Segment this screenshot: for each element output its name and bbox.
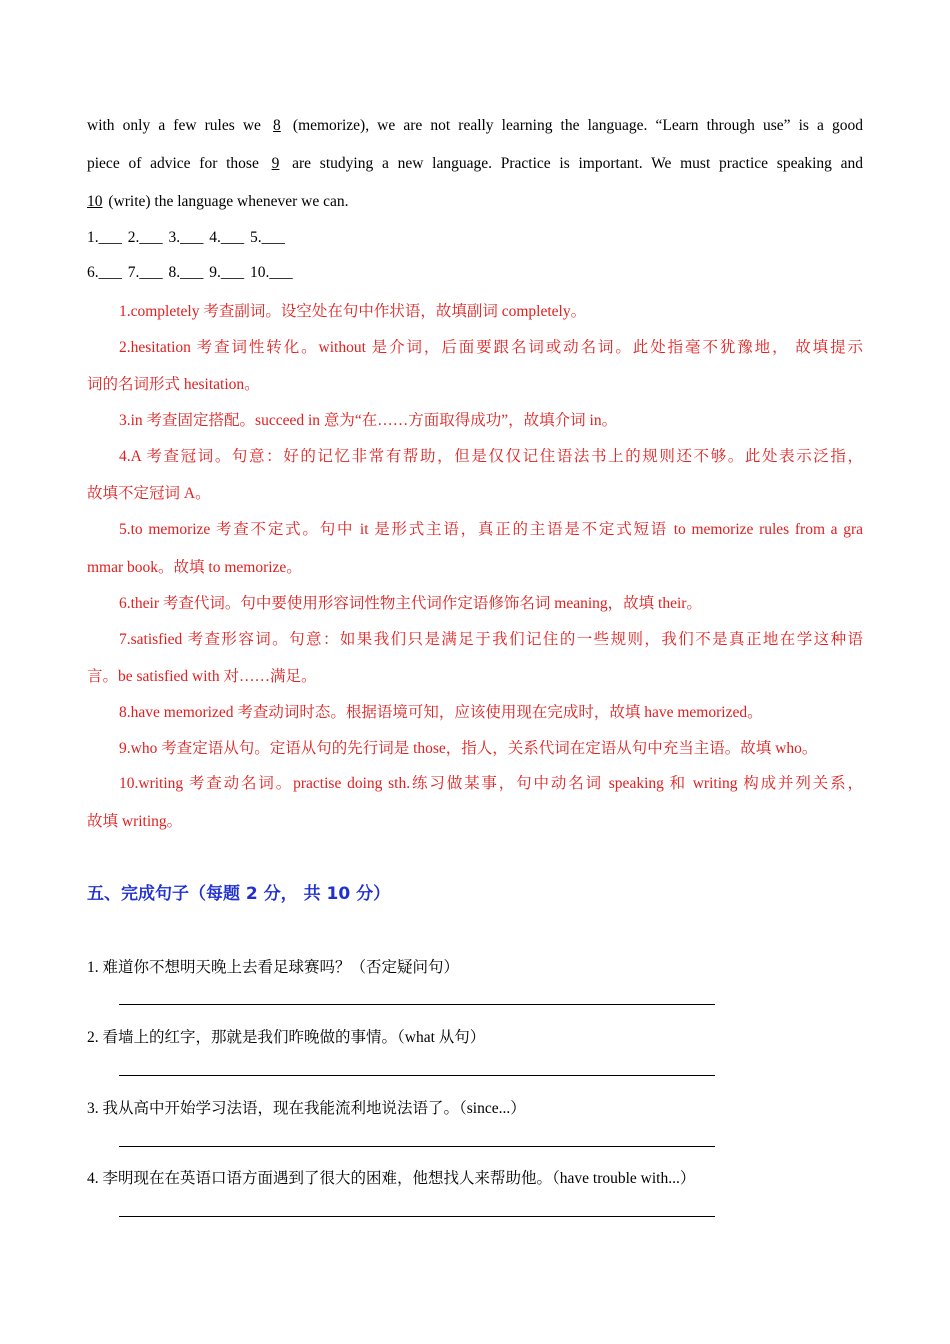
passage-line-2 bbox=[87, 155, 863, 173]
section-heading: 五、完成句子（每题 2 分， 共 10 分） bbox=[87, 884, 391, 904]
explanation-2: 2.hesitation 考查词性转化。without 是介词，后面要跟名词或动名词。此处指毫不犹豫地， 故填提示 bbox=[119, 339, 863, 356]
explanation-4-cont: 故填不定冠词 A。 bbox=[87, 485, 211, 502]
explanation-4: 4.A 考查冠词。句意：好的记忆非常有帮助，但是仅仅记住语法书上的规则还不够。此处表示泛指， bbox=[119, 448, 863, 465]
explanation-10-cont: 故填 writing。 bbox=[87, 813, 183, 830]
question-1: 1. 难道你不想明天晚上去看足球赛吗？（否定疑问句） bbox=[87, 959, 460, 976]
answer-blanks-row-1: 1.___ 2.___ 3.___ 4.___ 5.___ bbox=[87, 229, 285, 246]
passage-text: with only a few rules we bbox=[87, 117, 261, 134]
passage-text: (write) the language whenever we can. bbox=[108, 193, 349, 210]
question-2: 2. 看墙上的红字，那就是我们昨晚做的事情。（what 从句） bbox=[87, 1029, 486, 1046]
answer-line-3[interactable] bbox=[119, 1146, 715, 1147]
answer-line-4[interactable] bbox=[119, 1216, 715, 1217]
explanation-9: 9.who 考查定语从句。定语从句的先行词是 those，指人，关系代词在定语从句中充当主语。故填 who。 bbox=[119, 740, 818, 757]
explanation-5-cont: mmar book。故填 to memorize。 bbox=[87, 559, 302, 576]
explanation-6: 6.their 考查代词。句中要使用形容词性物主代词作定语修饰名词 meaning，故填 their。 bbox=[119, 595, 702, 612]
explanation-7: 7.satisfied 考查形容词。句意：如果我们只是满足于我们记住的一些规则，我们不是真正地在学这种语 bbox=[119, 631, 863, 648]
passage-text: (memorize), we are not really learning the language. “Learn through use” is a good bbox=[292, 117, 864, 134]
blank-9: 9 bbox=[271, 155, 280, 172]
answer-blanks-row-2: 6.___ 7.___ 8.___ 9.___ 10.___ bbox=[87, 264, 293, 281]
explanation-7-cont: 言。be satisfied with 对……满足。 bbox=[87, 668, 317, 685]
explanation-2-cont: 词的名词形式 hesitation。 bbox=[87, 376, 260, 393]
explanation-3: 3.in 考查固定搭配。succeed in 意为“在……方面取得成功”，故填介词 in。 bbox=[119, 412, 618, 429]
blank-8: 8 bbox=[273, 117, 281, 134]
blank-10: 10 bbox=[87, 193, 103, 210]
explanation-5: 5.to memorize 考查不定式。句中 it 是形式主语，真正的主语是不定式短语 to memorize rules from a gra bbox=[119, 521, 863, 538]
passage-line-3 bbox=[87, 193, 349, 211]
explanation-8: 8.have memorized 考查动词时态。根据语境可知，应该使用现在完成时，故填 have memorized。 bbox=[119, 704, 763, 721]
explanation-1: 1.completely 考查副词。设空处在句中作状语，故填副词 completely。 bbox=[119, 303, 587, 320]
passage-text: are studying a new language. Practice is important. We must practice speaking and bbox=[292, 155, 864, 172]
question-4: 4. 李明现在在英语口语方面遇到了很大的困难，他想找人来帮助他。（have trouble with...） bbox=[87, 1170, 696, 1187]
answer-line-2[interactable] bbox=[119, 1075, 715, 1076]
passage-text: piece of advice for those bbox=[87, 155, 259, 172]
answer-line-1[interactable] bbox=[119, 1004, 715, 1005]
explanation-10: 10.writing 考查动名词。practise doing sth.练习做某事，句中动名词 speaking 和 writing 构成并列关系， bbox=[119, 775, 863, 792]
passage-line-1 bbox=[87, 117, 863, 135]
question-3: 3. 我从高中开始学习法语，现在我能流利地说法语了。（since...） bbox=[87, 1100, 526, 1117]
